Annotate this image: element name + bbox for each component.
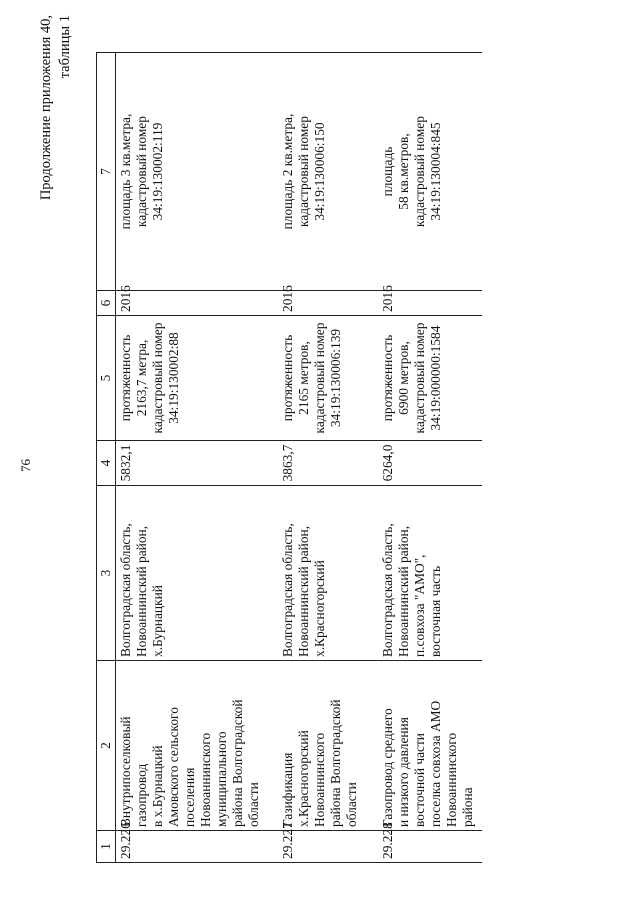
table-row [378, 53, 482, 863]
row-number: 29.226 [116, 831, 279, 863]
caption-line-2: таблицы 1 [57, 15, 73, 79]
header-col-2: 2 [97, 661, 116, 831]
object-year: 2016 [278, 291, 378, 316]
header-col-7: 7 [97, 53, 116, 291]
header-col-1: 1 [97, 831, 116, 863]
object-description: протяженность 2165 метров, кадастровый номер 34:19:130006:139 [278, 316, 378, 441]
object-value: 5832,1 [116, 441, 279, 486]
caption-line-1: Продолжение приложения 40, [38, 15, 54, 201]
object-location: Волгоградская область, Новоаннинский район, п.совхоза "АМО", восточная часть [378, 486, 482, 661]
page-number: 76 [18, 459, 33, 472]
object-value: 6264,0 [378, 441, 482, 486]
object-name: Газификация х.Красногорский Новоаннинского района Волгоградской области [278, 661, 378, 831]
object-note: площадь 3 кв.метра, кадастровый номер 34:19:130002:119 [116, 53, 279, 291]
object-value: 3863,7 [278, 441, 378, 486]
row-number: 29.227 [278, 831, 378, 863]
object-year: 2016 [378, 291, 482, 316]
header-col-3: 3 [97, 486, 116, 661]
object-year: 2016 [116, 291, 279, 316]
object-note: площадь 58 кв.метров, кадастровый номер 34:19:130004:845 [378, 53, 482, 291]
object-name: Газопровод среднего и низкого давления восточной части поселка совхоза АМО Новоаннинского района [378, 661, 482, 831]
data-table [96, 52, 482, 863]
row-number: 29.228 [378, 831, 482, 863]
table-header-row [97, 53, 116, 863]
table-row [278, 53, 378, 863]
object-location: Волгоградская область, Новоаннинский район, х.Бурнацкий [116, 486, 279, 661]
object-location: Волгоградская область, Новоаннинский район, х.Красногорский [278, 486, 378, 661]
object-note: площадь 2 кв.метра, кадастровый номер 34:19:130006:150 [278, 53, 378, 291]
object-description: протяженность 2163,7 метра, кадастровый номер 34:19:130002:88 [116, 316, 279, 441]
header-col-6: 6 [97, 291, 116, 316]
object-description: протяженность 6900 метров, кадастровый номер 34:19:000000:1584 [378, 316, 482, 441]
object-name: Внутрипоселковый газопровод в х.Бурнацкий Амовского сельского поселения Новоаннинского муниципального района Волгоградской области [116, 661, 279, 831]
header-col-4: 4 [97, 441, 116, 486]
header-col-5: 5 [97, 316, 116, 441]
table-row [116, 53, 279, 863]
